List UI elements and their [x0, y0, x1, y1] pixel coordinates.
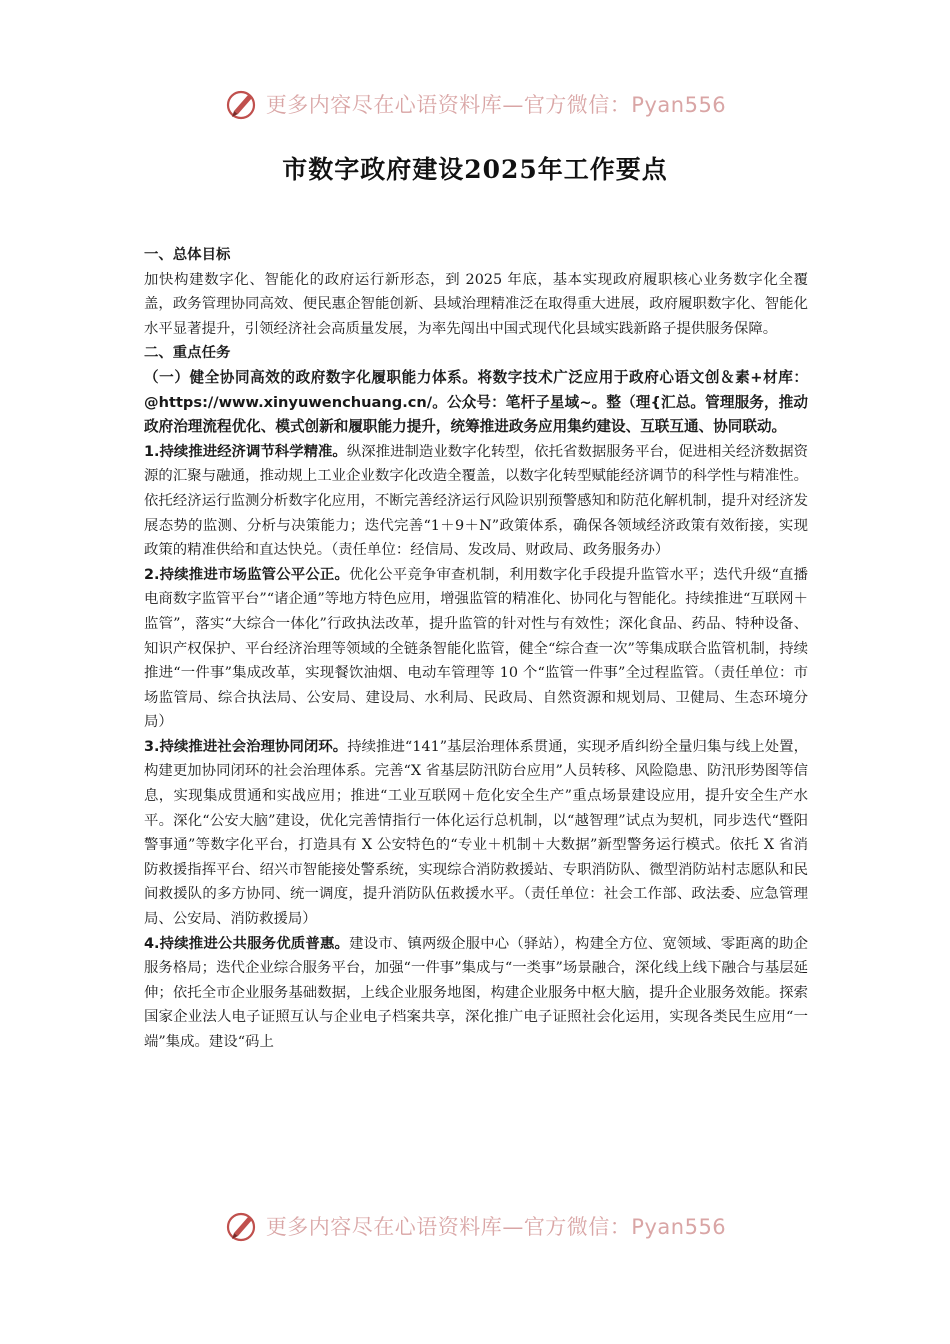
pen-logo-icon — [224, 1208, 260, 1244]
task-item-3 — [144, 735, 808, 932]
task-item-3-lead: 3.持续推进社会治理协同闭环。 — [144, 738, 348, 755]
watermark-banner-bottom — [0, 1206, 950, 1246]
section-heading-tasks: 二、重点任务 — [144, 345, 231, 362]
section-heading-goals: 一、总体目标 — [144, 247, 231, 263]
task-item-2-body: 优化公平竞争审查机制，利用数字化手段提升监管水平；迭代升级“直播电商数字监管平台”“诸企通”等地方特色应用，增强监管的精准化、协同化与智能化。持续推进“互联网＋监管”，落实“大综合一体化”行政执法改革，提升监管的针对性与有效性；深化食品、药品、特种设备、知识产权保护、平台经济治理等领域的全链条智能化监管，健全“综合查一次”等集成联合监管机制，持续推进“一件事”集成改革，实现餐饮油烟、电动车管理等 10 个“监管一件事”全过程监管。（责任单位：市场监管局、综合执法局、公安局、建设局、水利局、民政局、自然资源和规划局、卫健局、生态环境分局） — [144, 566, 809, 731]
task-item-4-lead: 4.持续推进公共服务优质普惠。 — [144, 935, 350, 952]
task-item-4 — [144, 932, 808, 1055]
task-item-2 — [144, 563, 808, 735]
subsection-heading-1: （一）健全协同高效的政府数字化履职能力体系。将数字技术广泛应用于政府心语文创＆素+材库：@https://www.xinyuwenchuang.cn/。公众号：笔杆子星域~。整（理{汇总。管理服务，推动政府治理流程优化、模式创新和履职能力提升，统筹推进政务应用集约建设、互联互通、协同联动。 — [144, 368, 808, 436]
task-item-1-body: 纵深推进制造业数字化转型，依托省数据服务平台，促进相关经济数据资源的汇聚与融通，推动规上工业企业数字化改造全覆盖，以数字化转型赋能经济调节的科学性与精准性。依托经济运行监测分析数字化应用，不断完善经济运行风险识别预警感知和防范化解机制，提升对经济发展态势的监测、分析与决策能力；迭代完善“1＋9＋N”政策体系，确保各领域经济政策有效衔接，实现政策的精准供给和直达快兑。（责任单位：经信局、发改局、财政局、政务服务办） — [144, 443, 808, 559]
document-body — [144, 243, 808, 1055]
page-title: 市数字政府建设2025年工作要点 — [282, 155, 668, 184]
pen-logo-icon — [224, 86, 260, 122]
watermark-text: 更多内容尽在心语资料库—官方微信：Pyan556 — [265, 1215, 727, 1239]
task-item-1-lead: 1.持续推进经济调节科学精准。 — [144, 443, 347, 460]
watermark-text: 更多内容尽在心语资料库—官方微信：Pyan556 — [265, 93, 727, 117]
task-item-4-body: 建设市、镇两级企服中心（驿站），构建全方位、宽领域、零距离的助企服务格局；迭代企业综合服务平台，加强“一件事”集成与“一类事”场景融合，深化线上线下融合与基层延伸；依托全市企业服务基础数据，上线企业服务地图，构建企业服务中枢大脑，提升企业服务效能。探索国家企业法人电子证照互认与企业电子档案共享，深化推广电子证照社会化运用，实现各类民生应用“一端”集成。建设“码上 — [144, 935, 808, 1050]
task-item-1 — [144, 440, 808, 563]
task-item-3-body: 持续推进“141”基层治理体系贯通，实现矛盾纠纷全量归集与线上处置，构建更加协同闭环的社会治理体系。完善“X 省基层防汛防台应用”人员转移、风险隐患、防汛形势图等信息，实现集成贯通和实战应用；推进“工业互联网＋危化安全生产”重点场景建设应用，提升安全生产水平。深化“公安大脑”建设，优化完善情指行一体化运行总机制，以“越智理”试点为契机，同步迭代“暨阳警事通”等数字化平台，打造具有 X 公安特色的“专业＋机制＋大数据”新型警务运行模式。依托 X 省消防救援指挥平台、绍兴市智能接处警系统，实现综合消防救援站、专职消防队、微型消防站村志愿队和民间救援队的多方协同、统一调度，提升消防队伍救援水平。（责任单位：社会工作部、政法委、应急管理局、公安局、消防救援局） — [144, 738, 808, 928]
watermark-banner-top — [0, 84, 950, 124]
task-item-2-lead: 2.持续推进市场监管公平公正。 — [144, 566, 350, 583]
goals-paragraph: 加快构建数字化、智能化的政府运行新形态，到 2025 年底，基本实现政府履职核心业务数字化全覆盖，政务管理协同高效、便民惠企智能创新、县域治理精准泛在取得重大进展，政府履职数字化、智能化水平显著提升，引领经济社会高质量发展，为率先闯出中国式现代化县域实践新路子提供服务保障。 — [144, 271, 808, 337]
